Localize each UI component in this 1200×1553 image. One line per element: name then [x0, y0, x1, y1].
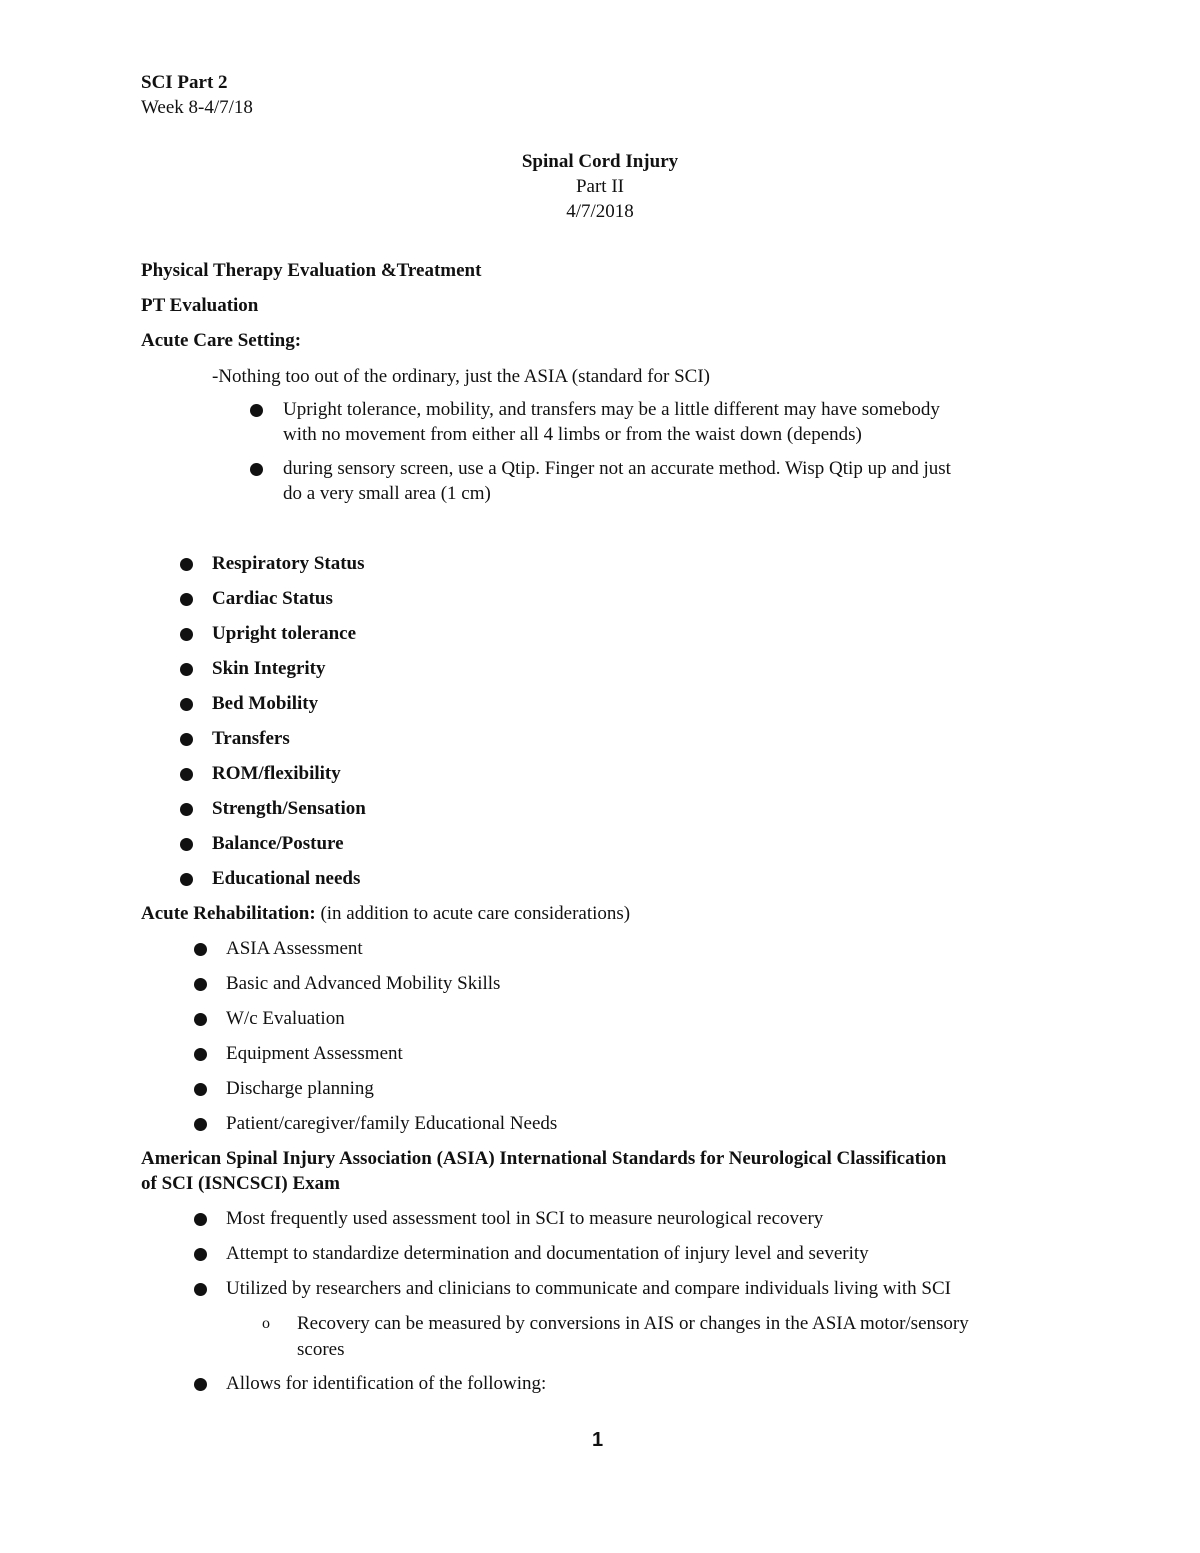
document-part: Part II [575, 176, 624, 197]
eval-item-transfers: Transfers [212, 728, 290, 749]
asia-item-last: Allows for identification of the following: [226, 1373, 547, 1394]
bullet-icon [194, 1013, 207, 1026]
rehab-item: Equipment Assessment [226, 1043, 403, 1064]
asia-item: Utilized by researchers and clinicians to communicate and compare individuals living with SCI [226, 1278, 951, 1299]
eval-item-upright: Upright tolerance [212, 623, 357, 644]
asia-sub-item-line-1: Recovery can be measured by conversions in AIS or changes in the ASIA motor/sensory [297, 1313, 969, 1334]
asia-sub-item-line-2: scores [297, 1339, 345, 1360]
eval-item-bed-mobility: Bed Mobility [212, 693, 319, 714]
rehab-item: ASIA Assessment [226, 938, 363, 959]
bullet-icon [180, 628, 193, 641]
asia-item: Attempt to standardize determination and documentation of injury level and severity [226, 1243, 869, 1264]
bullet-icon [194, 1248, 207, 1261]
asia-heading-line-2: of SCI (ISNCSCI) Exam [141, 1173, 340, 1194]
acute-rehab-heading [141, 901, 630, 927]
sub-bullet-marker: o [262, 1315, 270, 1332]
eval-item-skin: Skin Integrity [212, 658, 326, 679]
bullet-icon [194, 1048, 207, 1061]
page-number: 1 [592, 1429, 604, 1451]
eval-item-strength: Strength/Sensation [212, 798, 366, 819]
bullet-icon [180, 663, 193, 676]
bullet-icon [180, 558, 193, 571]
bullet-icon [180, 768, 193, 781]
bullet-icon [180, 733, 193, 746]
rehab-item: Patient/caregiver/family Educational Needs [226, 1113, 558, 1134]
acute-care-note: -Nothing too out of the ordinary, just the ASIA (standard for SCI) [212, 366, 710, 387]
bullet-icon [194, 978, 207, 991]
bullet-icon [180, 873, 193, 886]
bullet-icon [250, 404, 263, 417]
bullet-icon [194, 1378, 207, 1391]
acute-bullet-1-line-1: Upright tolerance, mobility, and transfers may be a little different may have somebody [283, 399, 940, 420]
week-header: Week 8-4/7/18 [141, 97, 253, 118]
bullet-icon [180, 593, 193, 606]
bullet-icon [194, 943, 207, 956]
section-heading-pt-evaluation: PT Evaluation [141, 295, 259, 316]
document-date: 4/7/2018 [566, 201, 634, 222]
bullet-icon [180, 803, 193, 816]
bullet-icon [180, 698, 193, 711]
bullet-icon [180, 838, 193, 851]
acute-bullet-2-line-2: do a very small area (1 cm) [283, 483, 491, 504]
bullet-icon [194, 1213, 207, 1226]
section-heading-acute-care: Acute Care Setting: [141, 330, 302, 351]
course-header: SCI Part 2 [141, 72, 228, 93]
section-heading-pt-eval-treatment: Physical Therapy Evaluation &Treatment [141, 260, 482, 281]
bullet-icon [250, 463, 263, 476]
asia-heading-line-1: American Spinal Injury Association (ASIA) International Standards for Neurological Classification [141, 1148, 947, 1169]
eval-item-respiratory: Respiratory Status [212, 553, 365, 574]
eval-item-balance: Balance/Posture [212, 833, 344, 854]
asia-item: Most frequently used assessment tool in SCI to measure neurological recovery [226, 1208, 824, 1229]
eval-item-cardiac: Cardiac Status [212, 588, 333, 609]
bullet-icon [194, 1083, 207, 1096]
acute-bullet-1-line-2: with no movement from either all 4 limbs or from the waist down (depends) [283, 424, 862, 445]
acute-rehab-label: Acute Rehabilitation: [141, 903, 316, 924]
rehab-item: Discharge planning [226, 1078, 374, 1099]
acute-rehab-note: (in addition to acute care considerations) [315, 903, 631, 924]
acute-bullet-2-line-1: during sensory screen, use a Qtip. Finger not an accurate method. Wisp Qtip up and just [283, 458, 951, 479]
rehab-item: W/c Evaluation [226, 1008, 345, 1029]
eval-item-rom: ROM/flexibility [212, 763, 341, 784]
document-title: Spinal Cord Injury [521, 151, 679, 172]
bullet-icon [194, 1283, 207, 1296]
eval-item-educational: Educational needs [212, 868, 361, 889]
rehab-item: Basic and Advanced Mobility Skills [226, 973, 501, 994]
bullet-icon [194, 1118, 207, 1131]
